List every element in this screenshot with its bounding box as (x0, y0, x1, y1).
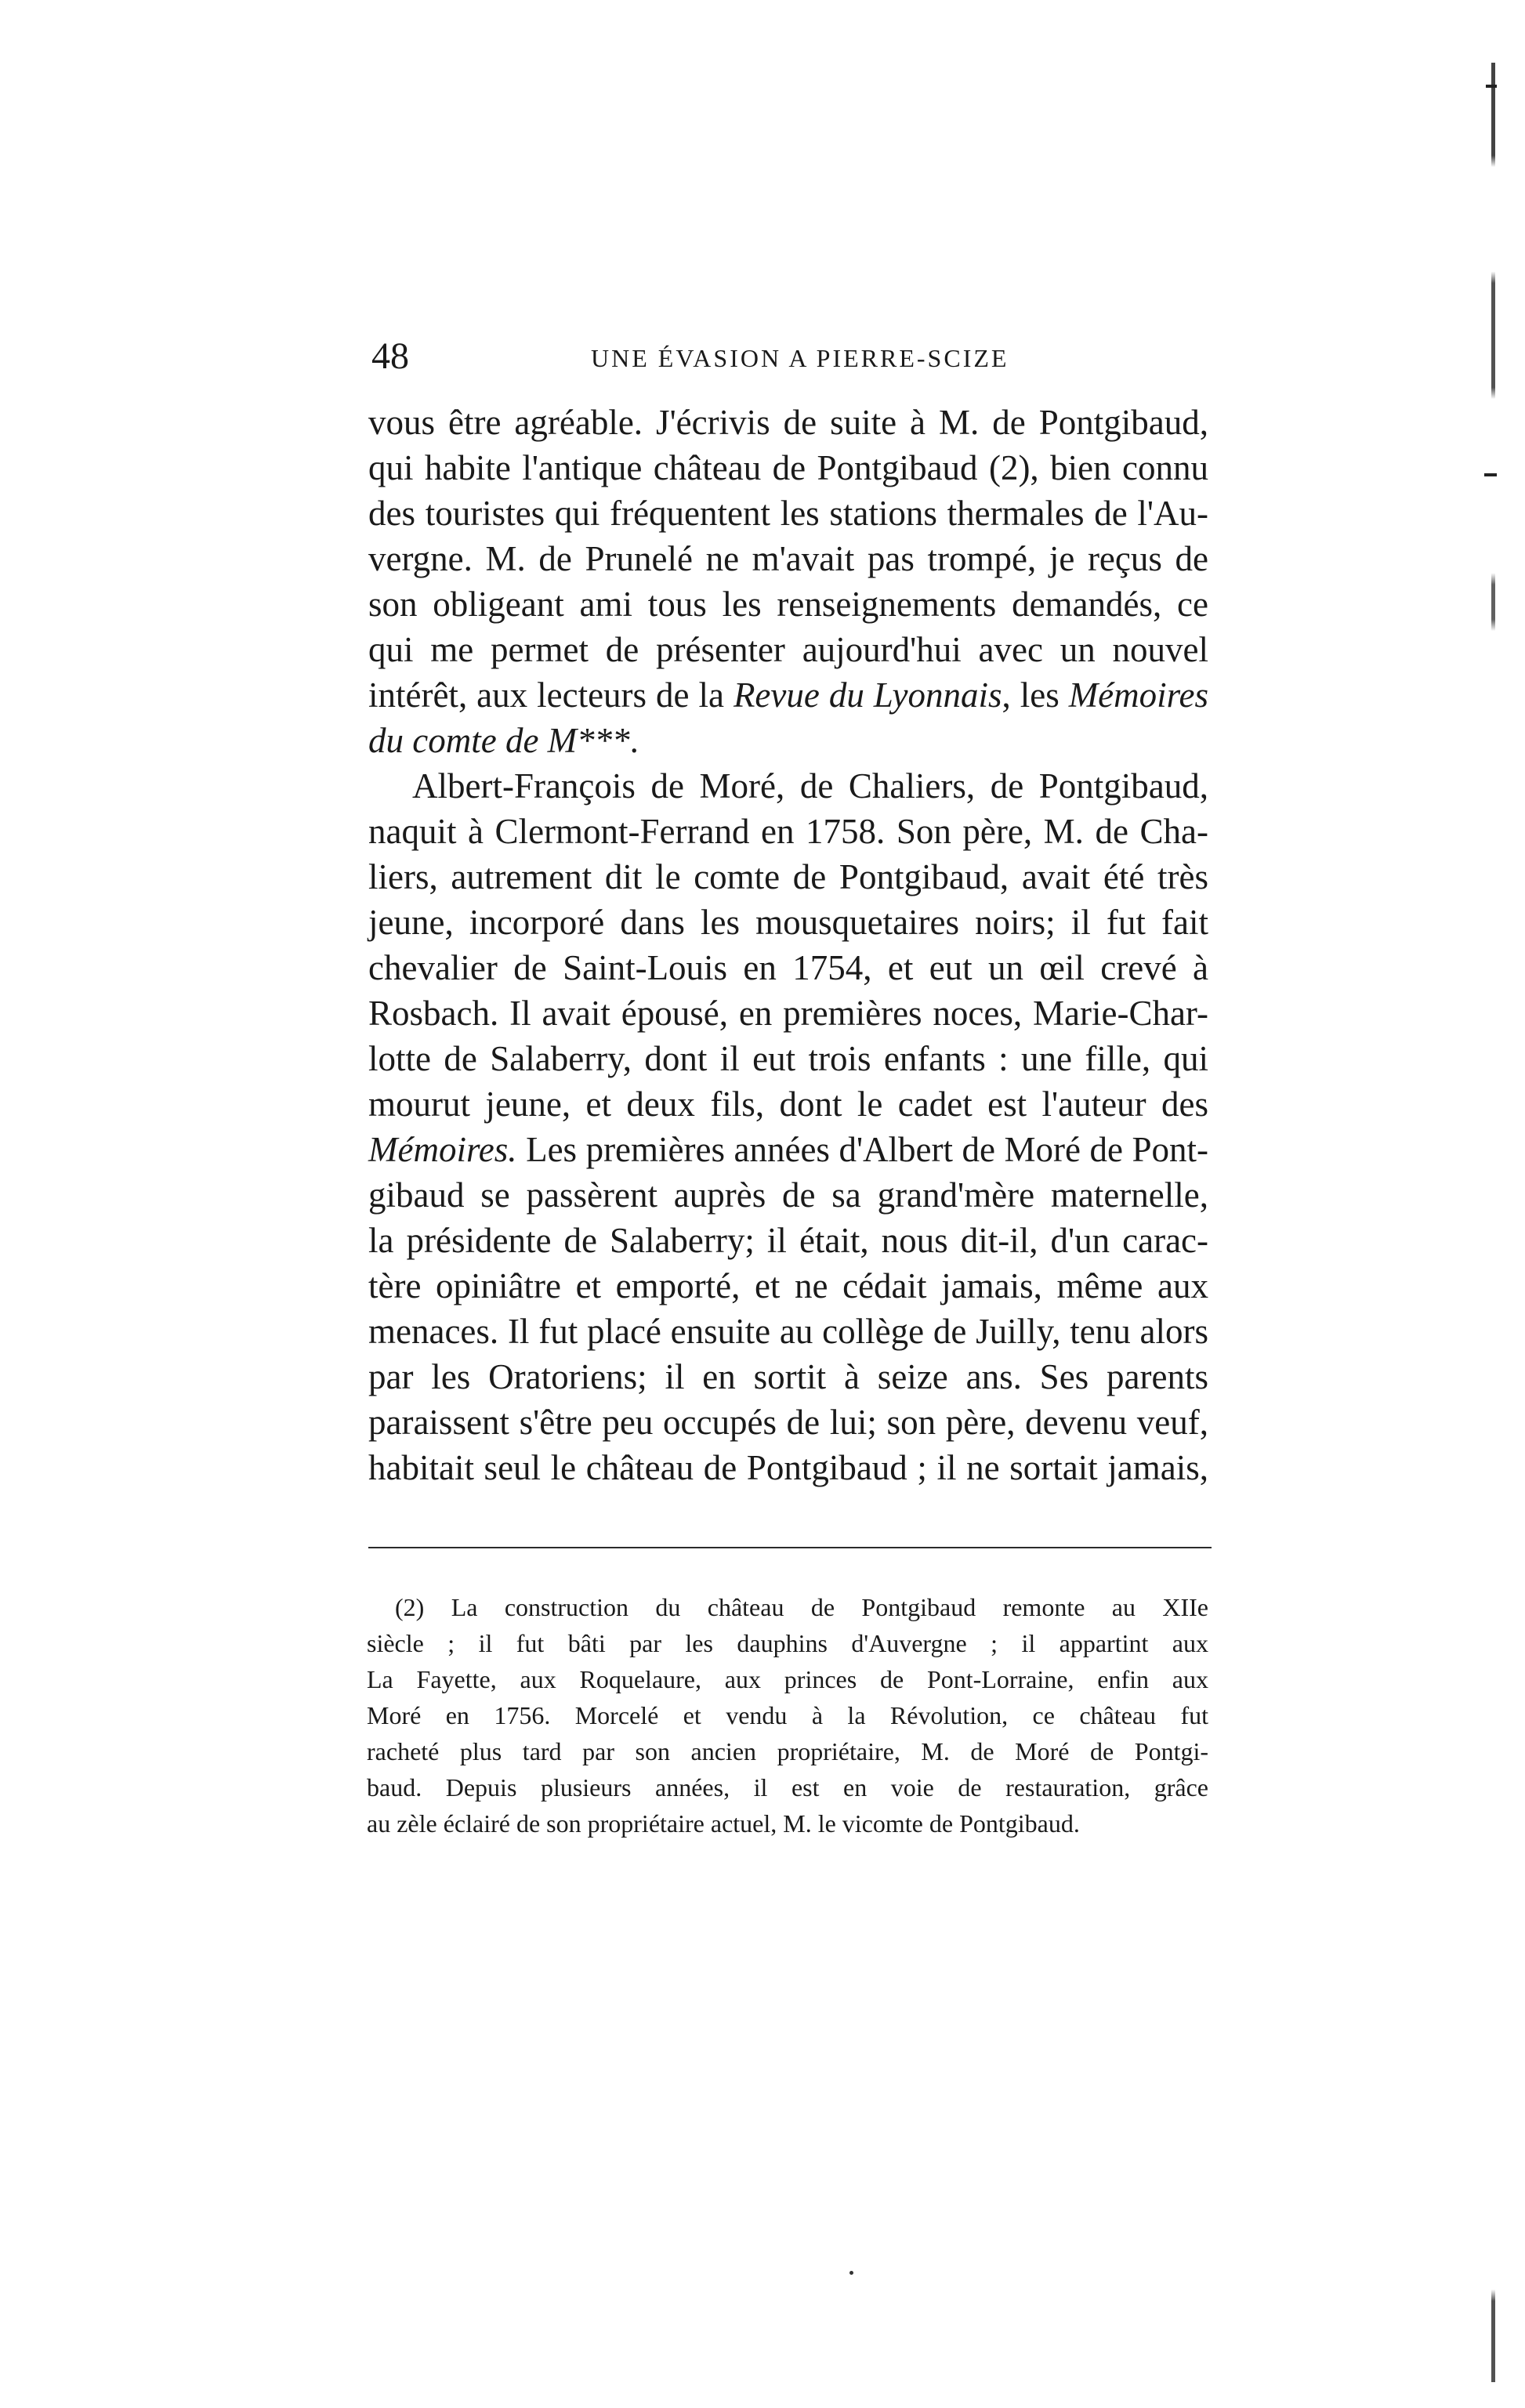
text-line: Albert-François de Moré, de Chaliers, de Pontgibaud, (412, 766, 1208, 806)
body-text (368, 400, 1208, 1490)
text-segment: , les (1002, 675, 1069, 715)
italic-title: Revue du Lyonnais (733, 675, 1002, 715)
footnote-line: (2) La construction du château de Pontgibaud remonte au XIIe (395, 1593, 1208, 1621)
ink-speck (849, 2271, 853, 2275)
text-line: jeune, incorporé dans les mousquetaires noirs; il fut fait (368, 903, 1208, 942)
scan-edge-shadow (1491, 63, 1495, 2382)
text-line: chevalier de Saint-Louis en 1754, et eut un œil crevé à (368, 948, 1208, 987)
page-number: 48 (371, 335, 409, 377)
text-line: vergne. M. de Prunelé ne m'avait pas trompé, je reçus de (368, 539, 1208, 578)
text-line: son obligeant ami tous les renseignements demandés, ce (368, 585, 1208, 624)
scan-mark (1484, 473, 1497, 476)
italic-title: du comte de M*** (368, 721, 630, 760)
text-line: qui habite l'antique château de Pontgibaud (2), bien connu (368, 448, 1208, 487)
footnote-line: Moré en 1756. Morcelé et vendu à la Révolution, ce château fut (367, 1701, 1208, 1729)
text-line: naquit à Clermont-Ferrand en 1758. Son père, M. de Cha- (368, 812, 1208, 851)
text-line: tère opiniâtre et emporté, et ne cédait jamais, même aux (368, 1266, 1208, 1305)
text-line (368, 1127, 1208, 1172)
text-line: menaces. Il fut placé ensuite au collège de Juilly, tenu alors (368, 1312, 1208, 1351)
footnote-line: La Fayette, aux Roquelaure, aux princes de Pont-Lorraine, enfin aux (367, 1665, 1208, 1693)
text-line: des touristes qui fréquentent les stations thermales de l'Au- (368, 494, 1208, 533)
footnote-line: au zèle éclairé de son propriétaire actuel, M. le vicomte de Pontgibaud. (367, 1809, 1080, 1838)
text-segment: . (629, 721, 639, 760)
text-line: la présidente de Salaberry; il était, nous dit-il, d'un carac- (368, 1221, 1208, 1260)
footnote-line: racheté plus tard par son ancien propriétaire, M. de Moré de Pontgi- (367, 1737, 1208, 1765)
text-line: liers, autrement dit le comte de Pontgibaud, avait été très (368, 857, 1208, 896)
text-line (368, 672, 1208, 718)
text-line: paraissent s'être peu occupés de lui; son père, devenu veuf, (368, 1403, 1208, 1442)
text-line: habitait seul le château de Pontgibaud ; il ne sortait jamais, (368, 1448, 1208, 1487)
text-segment: intérêt, aux lecteurs de la (368, 675, 734, 715)
text-line: mourut jeune, et deux fils, dont le cadet est l'auteur des (368, 1085, 1208, 1124)
text-line: Rosbach. Il avait épousé, en premières noces, Marie-Char- (368, 994, 1208, 1033)
text-line: vous être agréable. J'écrivis de suite à M. de Pontgibaud, (368, 403, 1208, 442)
text-line: qui me permet de présenter aujourd'hui avec un nouvel (368, 630, 1208, 669)
running-head (371, 333, 1213, 380)
italic-title: Mémoires (1068, 675, 1208, 715)
text-line (368, 718, 1208, 763)
text-line: gibaud se passèrent auprès de sa grand'mère maternelle, (368, 1175, 1208, 1215)
scan-mark (1486, 85, 1497, 88)
running-title: UNE ÉVASION A PIERRE-SCIZE (591, 344, 1009, 372)
text-line: par les Oratoriens; il en sortit à seize ans. Ses parents (368, 1357, 1208, 1396)
footnote-divider (368, 1547, 1212, 1548)
text-line: lotte de Salaberry, dont il eut trois enfants : une fille, qui (368, 1039, 1208, 1078)
footnote (367, 1589, 1208, 1841)
text-segment: Les premières années d'Albert de Moré de Pont- (526, 1130, 1209, 1169)
footnote-line: baud. Depuis plusieurs années, il est en voie de restauration, grâce (367, 1773, 1208, 1801)
footnote-line: siècle ; il fut bâti par les dauphins d'Auvergne ; il appartint aux (367, 1629, 1208, 1657)
italic-title: Mémoires. (368, 1130, 517, 1169)
